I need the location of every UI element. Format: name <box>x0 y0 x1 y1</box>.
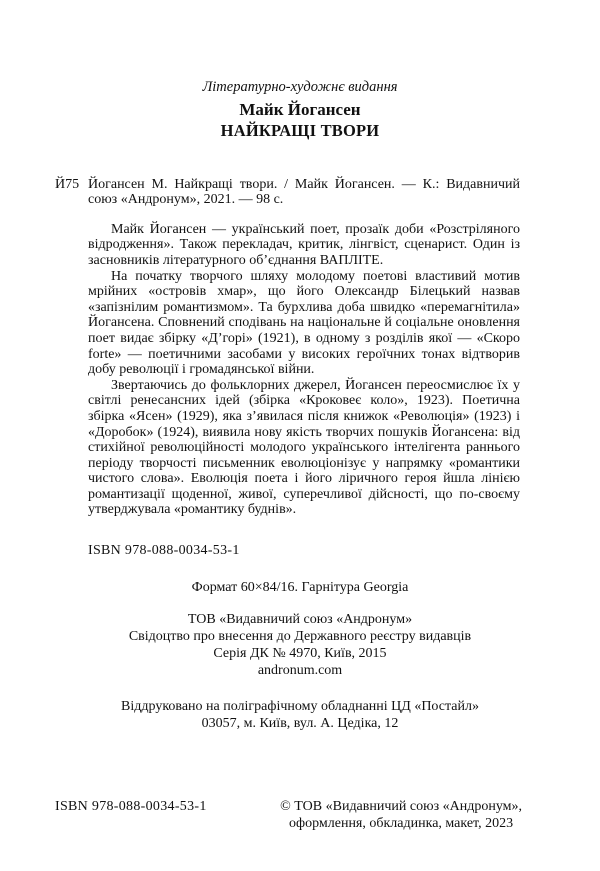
book-author: Майк Йогансен <box>239 99 361 119</box>
printing-address: 03057, м. Київ, вул. А. Цедіка, 12 <box>201 716 399 732</box>
footer-row <box>55 798 522 832</box>
printing-house: Віддруковано на поліграфічному обладнанні ЦД «Постайл» <box>121 699 479 715</box>
publisher-series: Серія ДК № 4970, Київ, 2015 <box>213 646 387 662</box>
footer-copyright <box>280 798 522 832</box>
copyright-line-2: оформлення, обкладинка, макет, 2023 <box>289 816 514 831</box>
format-line: Формат 60×84/16. Гарнітура Georgia <box>191 579 409 595</box>
header-block <box>0 80 600 141</box>
annotation-paragraph: На початку творчого шляху молодому поетові властивий мотив мрійних «островів хмар», що його Олександр Білецький назвав «запізнілим романтизмом». Та бурхлива доба швидко «перемагнітила» Йогансена. Сповнений сподівань на національне й соціальне оновлення поет видає збірку «Д’горі» (1921), в одному з розділів якої — «Скоро forte» — поетичними засобами у високих героїчних тонах відтворив добу революції і громадянської війни. <box>88 268 520 378</box>
publisher-name: ТОВ «Видавничий союз «Андронум» <box>187 612 413 628</box>
publisher-website: andronum.com <box>257 663 343 679</box>
book-title: НАЙКРАЩІ ТВОРИ <box>220 120 380 140</box>
footer-isbn: ISBN 978-088-0034-53-1 <box>55 799 207 814</box>
catalog-code: Й75 <box>55 176 80 192</box>
copyright-line-1: © ТОВ «Видавничий союз «Андронум», <box>280 799 522 814</box>
printing-block <box>0 698 600 732</box>
isbn-line: ISBN 978-088-0034-53-1 <box>88 543 240 559</box>
publisher-certificate: Свідоцтво про внесення до Державного реєстру видавців <box>128 629 472 645</box>
catalog-entry-row <box>55 176 520 208</box>
annotation-paragraph: Звертаючись до фольклорних джерел, Йогансен переосмислює їх у світлі ренесансних ідей (збірка «Кроковеє коло», 1923). Поетична збірка «Ясен» (1929), яка з’явилася після книжок «Революція» (1923) і «Доробок» (1924), виявила нову якість творчих пошуків Йогансена: від стихійної революційності молодого українського інтелігента раннього періоду творчості письменник еволюціонізує у напрямку «романтики чистого слова». Еволюція поета і його ліричного героя йшла лінією романтизації щоденної, живої, суперечливої дійсності, що по-своєму утверджувала «романтику буднів». <box>88 377 520 518</box>
annotation-text <box>88 222 520 518</box>
catalog-entry: Йогансен М. Найкращі твори. / Майк Йогансен. — К.: Видавничий союз «Андронум», 2021. — 98 с. <box>88 176 520 208</box>
edition-note: Літературно-художнє видання <box>202 79 398 95</box>
publisher-block <box>0 611 600 679</box>
annotation-paragraph: Майк Йогансен — український поет, прозаїк доби «Розстріляного відродження». Також перекладач, критик, лінгвіст, сценарист. Один із засновників літературного об’єднання ВАПЛІТЕ. <box>88 221 520 268</box>
